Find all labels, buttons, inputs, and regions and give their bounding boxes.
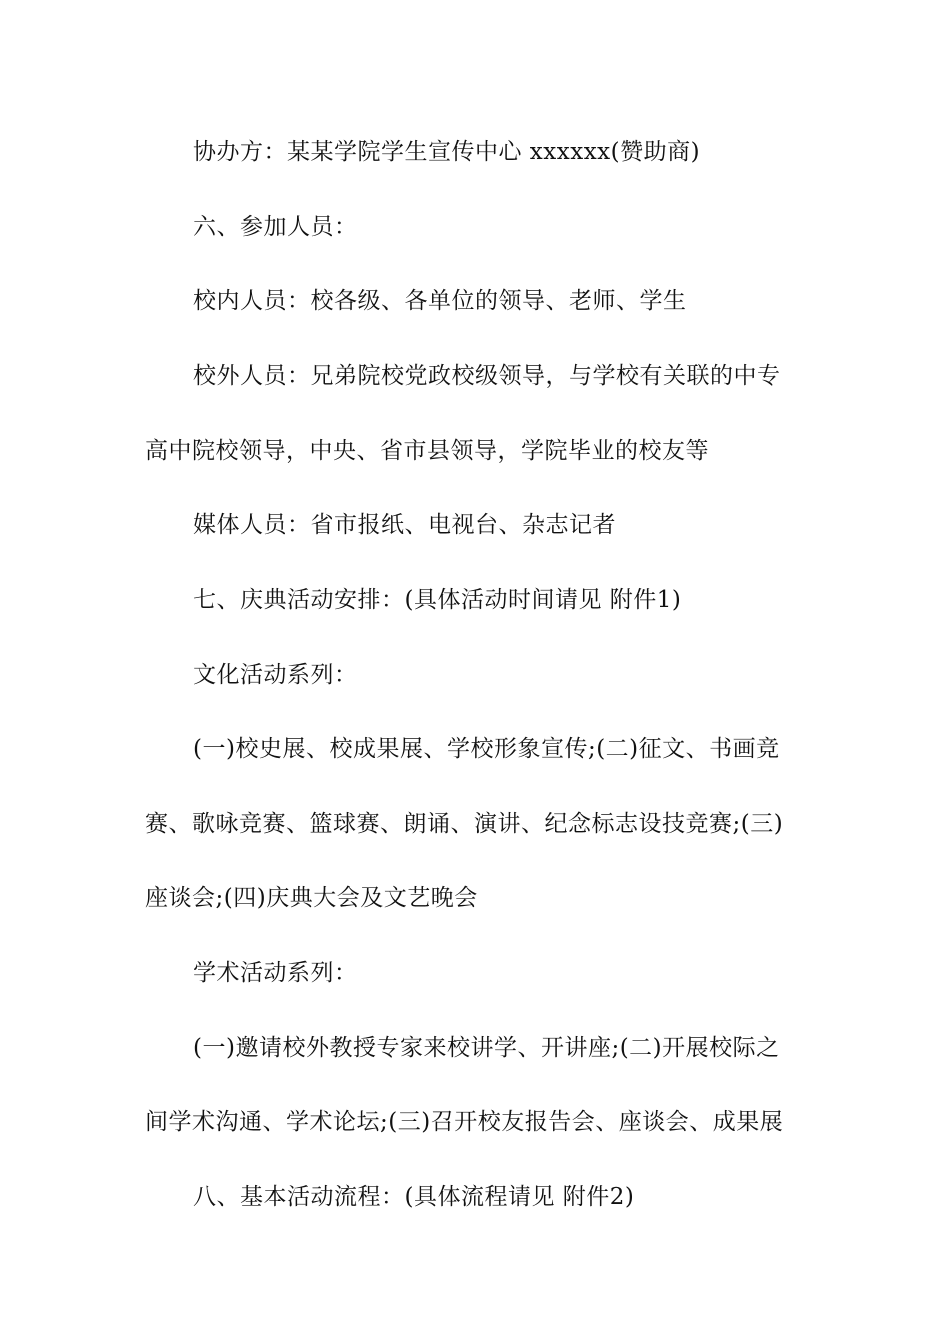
paragraph-media-staff: 媒体人员：省市报纸、电视台、杂志记者 bbox=[193, 512, 616, 538]
paragraph-co-organizer: 协办方：某某学院学生宣传中心 xxxxxx(赞助商) bbox=[193, 139, 701, 165]
heading-basic-flow: 八、基本活动流程：(具体流程请见 附件2) bbox=[193, 1184, 635, 1210]
paragraph-cultural-items-end: 座谈会;(四)庆典大会及文艺晚会 bbox=[145, 885, 478, 911]
heading-participants: 六、参加人员： bbox=[193, 214, 358, 240]
paragraph-cultural-items-cont: 赛、歌咏竞赛、篮球赛、朗诵、演讲、纪念标志设技竞赛;(三) bbox=[145, 811, 784, 837]
paragraph-academic-items: (一)邀请校外教授专家来校讲学、开讲座;(二)开展校际之 bbox=[193, 1035, 780, 1061]
paragraph-academic-items-cont: 间学术沟通、学术论坛;(三)召开校友报告会、座谈会、成果展 bbox=[145, 1109, 784, 1135]
paragraph-external-staff-cont: 高中院校领导，中央、省市县领导，学院毕业的校友等 bbox=[145, 438, 709, 464]
paragraph-internal-staff: 校内人员：校各级、各单位的领导、老师、学生 bbox=[193, 288, 687, 314]
heading-academic-series: 学术活动系列： bbox=[193, 960, 358, 986]
heading-cultural-series: 文化活动系列： bbox=[193, 662, 358, 688]
heading-event-arrangement: 七、庆典活动安排：(具体活动时间请见 附件1) bbox=[193, 587, 682, 613]
paragraph-cultural-items: (一)校史展、校成果展、学校形象宣传;(二)征文、书画竞 bbox=[193, 736, 780, 762]
paragraph-external-staff: 校外人员：兄弟院校党政校级领导，与学校有关联的中专 bbox=[193, 363, 781, 389]
